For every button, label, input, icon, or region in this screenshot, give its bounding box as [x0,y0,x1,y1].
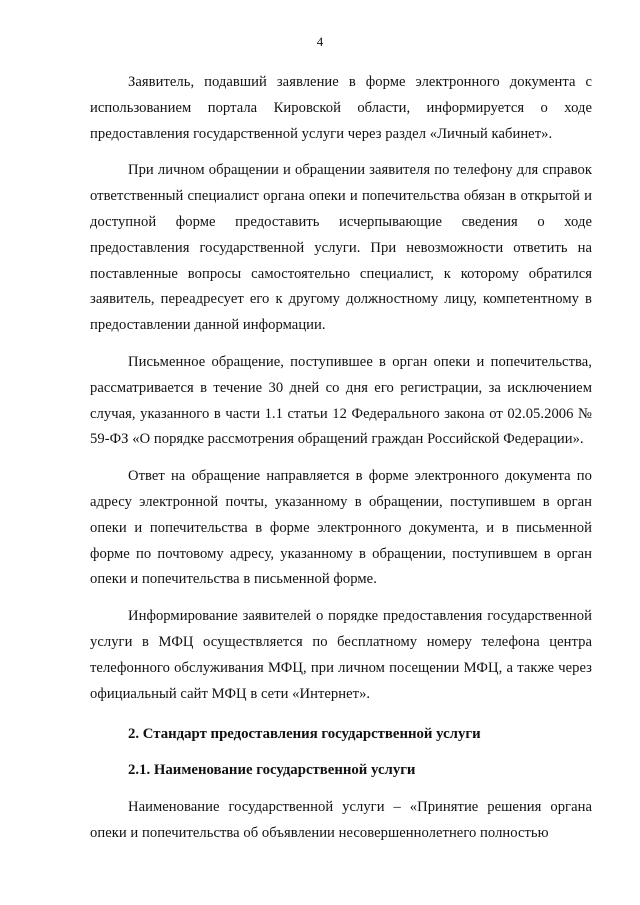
paragraph-mfc-info: Информирование заявителей о порядке предоставления государственной услуги в МФЦ осуществляется по бесплатному номеру телефона центра телефонного обслуживания МФЦ, при личном посещении МФЦ, а также через официальный сайт МФЦ в сети «Интернет». [90,608,592,702]
page-number: 4 [316,34,324,49]
paragraph-service-name: Наименование государственной услуги – «Принятие решения органа опеки и попечительства об объявлении несовершеннолетнего полностью [90,799,592,842]
paragraph-phone-inquiry: При личном обращении и обращении заявителя по телефону для справок ответственный специалист органа опеки и попечительства обязан в открытой и доступной форме предоставить исчерпывающие сведения о ходе предоставления государственной услуги. При невозможности ответить на поставленные вопросы самостоятельно специалист, к которому обратился заявитель, переадресует его к другому должностному лицу, компетентному в предоставлении данной информации. [90,162,592,334]
paragraph-personal-cabinet: Заявитель, подавший заявление в форме электронного документа с использованием портала Кировской области, информируется о ходе предоставления государственной услуги через раздел «Личный кабинет». [90,74,592,142]
document-body [90,70,592,858]
subsection-heading: 2.1. Наименование государственной услуги [128,762,416,779]
paragraph-written-request: Письменное обращение, поступившее в орган опеки и попечительства, рассматривается в течение 30 дней со дня его регистрации, за исключением случая, указанного в части 1.1 статьи 12 Федерального закона от 02.05.2006 № 59-ФЗ «О порядке рассмотрения обращений граждан Российской Федерации». [90,353,592,448]
paragraph-response: Ответ на обращение направляется в форме электронного документа по адресу электронной почты, указанному в обращении, поступившем в орган опеки и попечительства в форме электронного документа, и в письменной форме по почтовому адресу, указанному в обращении, поступившем в орган опеки и попечительства в письменной форме. [90,468,592,588]
section-heading: 2. Стандарт предоставления государственной услуги [128,726,481,743]
